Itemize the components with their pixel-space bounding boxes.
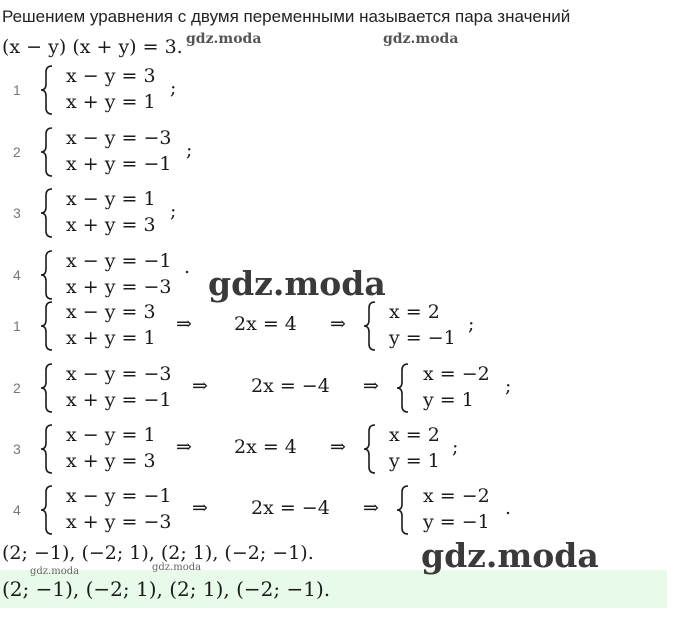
solution-number: 2 — [13, 380, 21, 396]
punctuation: ; — [468, 313, 475, 335]
result-line: x = −2 — [423, 485, 490, 507]
sum-equation: 2x = 4 — [234, 436, 297, 458]
punctuation: ; — [452, 436, 459, 458]
equation-line: x + y = 1 — [66, 91, 156, 113]
result-line: y = 1 — [423, 389, 474, 411]
result-line: y = −1 — [389, 327, 456, 349]
left-brace-icon — [396, 363, 410, 413]
implies-arrow: ⇒ — [330, 436, 346, 458]
system-number: 4 — [13, 267, 21, 283]
system-row — [0, 63, 680, 119]
answer-text: (2; −1), (−2; 1), (2; 1), (−2; −1). — [2, 577, 331, 601]
watermark: gdz.moda — [186, 31, 262, 47]
system-row — [0, 186, 680, 242]
equation-line: x + y = 1 — [66, 327, 156, 349]
solution-row — [0, 299, 680, 355]
equation-line: x − y = 3 — [66, 301, 156, 323]
equation-line: x + y = −1 — [66, 389, 172, 411]
result-line: x = −2 — [423, 363, 490, 385]
equation-line: x − y = −3 — [66, 363, 172, 385]
system-number: 1 — [13, 82, 21, 98]
intro-text: Решением уравнения с двумя переменными называется пара значений — [2, 7, 571, 26]
left-brace-icon — [40, 127, 54, 177]
solution-number: 1 — [13, 318, 21, 334]
equation-line: x − y = 1 — [66, 188, 156, 210]
sum-equation: 2x = −4 — [251, 497, 330, 519]
left-brace-icon — [40, 363, 54, 413]
punctuation: . — [505, 497, 512, 519]
answer-box — [0, 570, 667, 608]
punctuation: ; — [170, 77, 177, 99]
equation-line: x − y = −1 — [66, 250, 172, 272]
left-brace-icon — [40, 424, 54, 474]
solution-row — [0, 422, 680, 478]
equation-line: x + y = −3 — [66, 276, 172, 298]
left-brace-icon — [40, 188, 54, 238]
result-line: y = −1 — [423, 511, 490, 533]
equation-line: x − y = −3 — [66, 127, 172, 149]
sum-equation: 2x = 4 — [234, 313, 297, 335]
implies-arrow: ⇒ — [176, 436, 192, 458]
equation-line: x + y = −3 — [66, 511, 172, 533]
solution-number: 4 — [13, 502, 21, 518]
implies-arrow: ⇒ — [176, 313, 192, 335]
punctuation: ; — [170, 200, 177, 222]
punctuation: ; — [505, 375, 512, 397]
implies-arrow: ⇒ — [330, 313, 346, 335]
result-line: y = 1 — [389, 450, 440, 472]
left-brace-icon — [396, 485, 410, 535]
main-equation: (x − y) (x + y) = 3. — [2, 36, 183, 58]
implies-arrow: ⇒ — [192, 497, 208, 519]
punctuation: ; — [186, 139, 193, 161]
implies-arrow: ⇒ — [192, 375, 208, 397]
left-brace-icon — [40, 250, 54, 300]
equation-line: x + y = 3 — [66, 214, 156, 236]
implies-arrow: ⇒ — [363, 497, 379, 519]
result-line: x = 2 — [389, 424, 440, 446]
system-number: 2 — [13, 144, 21, 160]
sum-equation: 2x = −4 — [251, 375, 330, 397]
left-brace-icon — [40, 301, 54, 351]
watermark: gdz.moda — [152, 562, 202, 573]
solution-row — [0, 483, 680, 539]
left-brace-icon — [363, 424, 377, 474]
solution-row — [0, 361, 680, 417]
system-row — [0, 125, 680, 181]
implies-arrow: ⇒ — [363, 375, 379, 397]
result-line: x = 2 — [389, 301, 440, 323]
equation-line: x + y = −1 — [66, 153, 172, 175]
equation-line: x + y = 3 — [66, 450, 156, 472]
solution-number: 3 — [13, 441, 21, 457]
watermark: gdz.moda — [30, 566, 80, 577]
equation-line: x − y = −1 — [66, 485, 172, 507]
left-brace-icon — [40, 65, 54, 115]
left-brace-icon — [363, 301, 377, 351]
watermark: gdz.moda — [383, 31, 459, 47]
punctuation: . — [184, 256, 191, 278]
watermark: gdz.moda — [208, 264, 386, 303]
solution-pairs: (2; −1), (−2; 1), (2; 1), (−2; −1). — [2, 542, 314, 564]
watermark: gdz.moda — [421, 536, 599, 575]
equation-line: x − y = 1 — [66, 424, 156, 446]
left-brace-icon — [40, 485, 54, 535]
equation-line: x − y = 3 — [66, 65, 156, 87]
system-number: 3 — [13, 205, 21, 221]
